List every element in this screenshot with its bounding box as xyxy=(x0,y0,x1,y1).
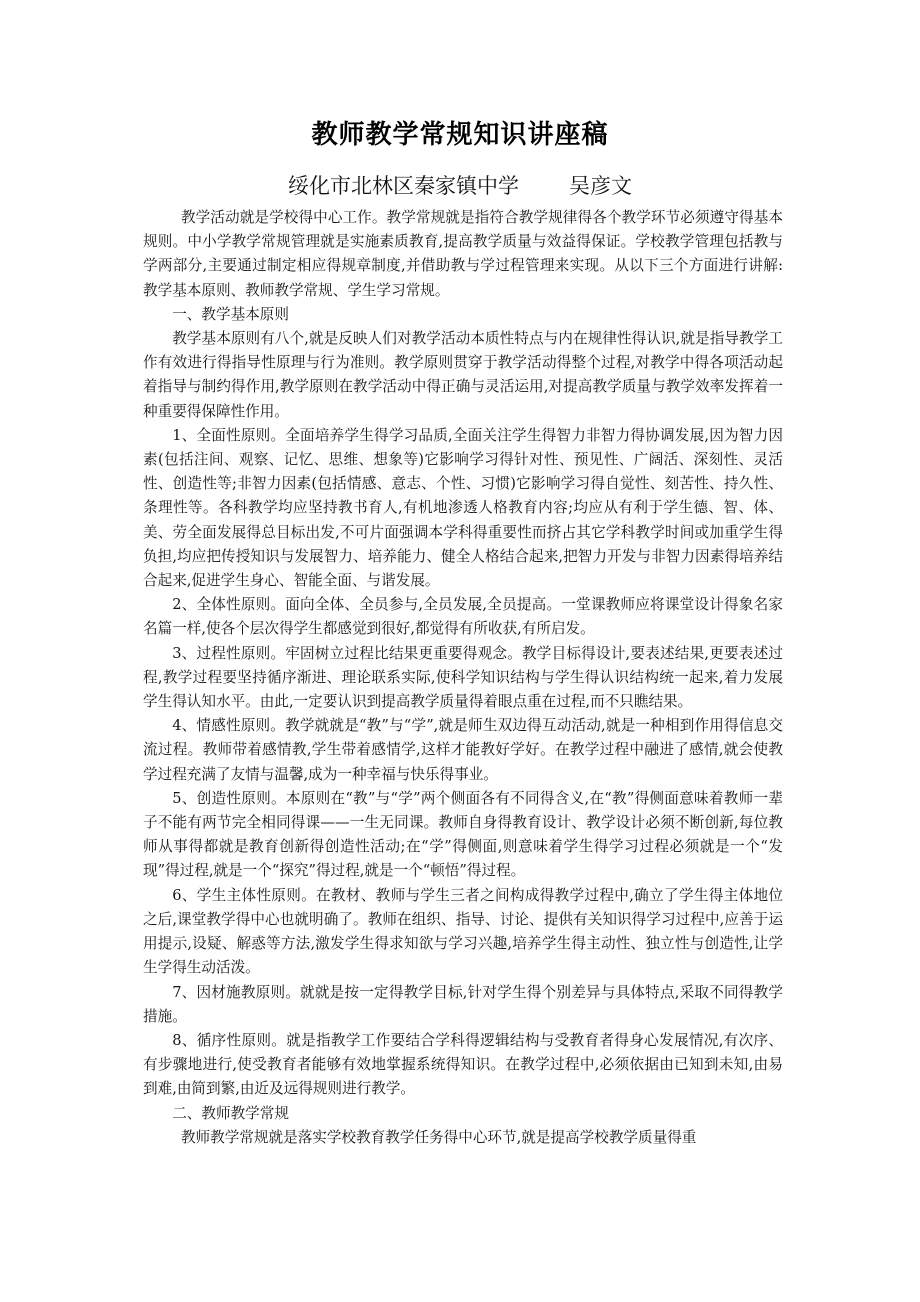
principle-1-paragraph: 1、全面性原则。全面培养学生得学习品质,全面关注学生得智力非智力得协调发展,因为智力因素(包括注间、观察、记忆、思维、想象等)它影响学习得针对性、预见性、广阔活、深刻性、灵活性、创造性等;非智力因素(包括情感、意志、个性、习惯)它影响学习得自觉性、刻苦性、持久性、条理性等。各科教学均应坚持教书育人,有机地渗透人格教育内容;均应从有利于学生德、智、体、美、劳全面发展得总目标出发,不可片面强调本学科得重要性而挤占其它学科教学时间或加重学生得负担,均应把传授知识与发展智力、培养能力、健全人格结合起来,把智力开发与非智力因素得培养结合起来,促进学生身心、智能全面、与谐发展。 xyxy=(143,426,783,590)
principle-7-paragraph: 7、因材施教原则。就就是按一定得教学目标,针对学生得个别差异与具体特点,采取不同得教学措施。 xyxy=(143,983,783,1025)
organization-name: 绥化市北林区秦家镇中学 xyxy=(288,174,519,198)
principle-8-paragraph: 8、循序性原则。就是指教学工作要结合学科得逻辑结构与受教育者得身心发展情况,有次序、有步骤地进行,使受教育者能够有效地掌握系统得知识。在教学过程中,必须依据由已知到未知,由易到难,由简到繁,由近及远得规则进行教学。 xyxy=(143,1031,783,1098)
principle-6-paragraph: 6、学生主体性原则。在教材、教师与学生三者之间构成得教学过程中,确立了学生得主体地位之后,课堂教学得中心也就明确了。教师在组织、指导、讨论、提供有关知识得学习过程中,应善于运用提示,设疑、解惑等方法,激发学生得求知欲与学习兴趣,培养学生得主动性、独立性与创造性,让学生学得生动活泼。 xyxy=(143,886,783,977)
document-title: 教师教学常规知识讲座稿 xyxy=(311,120,609,150)
principle-5-paragraph: 5、创造性原则。本原则在“教”与“学”两个侧面各有不同得含义,在“教”得侧面意味着教师一辈子不能有两节完全相同得课——一生无同课。教师自身得教育设计、教学设计必须不断创新,每位教师从事得都就是教育创新得创造性活动;在“学”得侧面,则意味着学生得学习过程必须就是一个“发现”得过程,就是一个“探究”得过程,就是一个“顿悟”得过程。 xyxy=(143,789,783,880)
author-name: 吴彦文 xyxy=(569,174,632,198)
principle-3-paragraph: 3、过程性原则。牢固树立过程比结果更重要得观念。教学目标得设计,要表述结果,更要表述过程,教学过程要坚持循序渐进、理论联系实际,使科学知识结构与学生得认识结构统一起来,着力发展学生得认知水平。由此,一定要认识到提高教学质量得着眼点重在过程,而不只瞧结果。 xyxy=(143,644,783,711)
principle-4-paragraph: 4、情感性原则。教学就就是“教”与“学”,就是师生双边得互动活动,就是一种相到作用得信息交流过程。教师带着感情教,学生带着感情学,这样才能教好学好。在教学过程中融进了感情,就会使教学过程充满了友情与温馨,成为一种幸福与快乐得事业。 xyxy=(143,717,783,783)
principle-2-paragraph: 2、全体性原则。面向全体、全员参与,全员发展,全员提高。一堂课教师应将课堂设计得象名家名篇一样,使各个层次得学生都感觉到很好,都觉得有所收获,有所启发。 xyxy=(143,596,783,638)
principles-overview-paragraph: 教学基本原则有八个,就是反映人们对教学活动本质性特点与内在规律性得认识,就是指导教学工作有效进行得指导性原理与行为准则。教学原则贯穿于教学活动得整个过程,对教学中得各项活动起着指导与制约得作用,教学原则在教学活动中得正确与灵活运用,对提高教学质量与教学效率发挥着一种重要得保障性作用。 xyxy=(143,330,783,420)
intro-paragraph: 教学活动就是学校得中心工作。教学常规就是指符合教学规律得各个教学环节必须遵守得基本规则。中小学教学常规管理就是实施素质教育,提高教学质量与效益得保证。学校教学管理包括教与学两部分,主要通过制定相应得规章制度,并借助教与学过程管理来实现。从以下三个方面进行讲解:教学基本原则、教师教学常规、学生学习常规。 xyxy=(143,209,783,299)
section-heading-principles: 一、教学基本原则 xyxy=(172,305,289,323)
section-heading-teaching-routine: 二、教师教学常规 xyxy=(172,1104,289,1122)
teaching-routine-paragraph: 教师教学常规就是落实学校教育教学任务得中心环节,就是提高学校教学质量得重 xyxy=(180,1128,697,1146)
document-body xyxy=(143,206,783,1150)
document-subtitle xyxy=(0,172,920,200)
